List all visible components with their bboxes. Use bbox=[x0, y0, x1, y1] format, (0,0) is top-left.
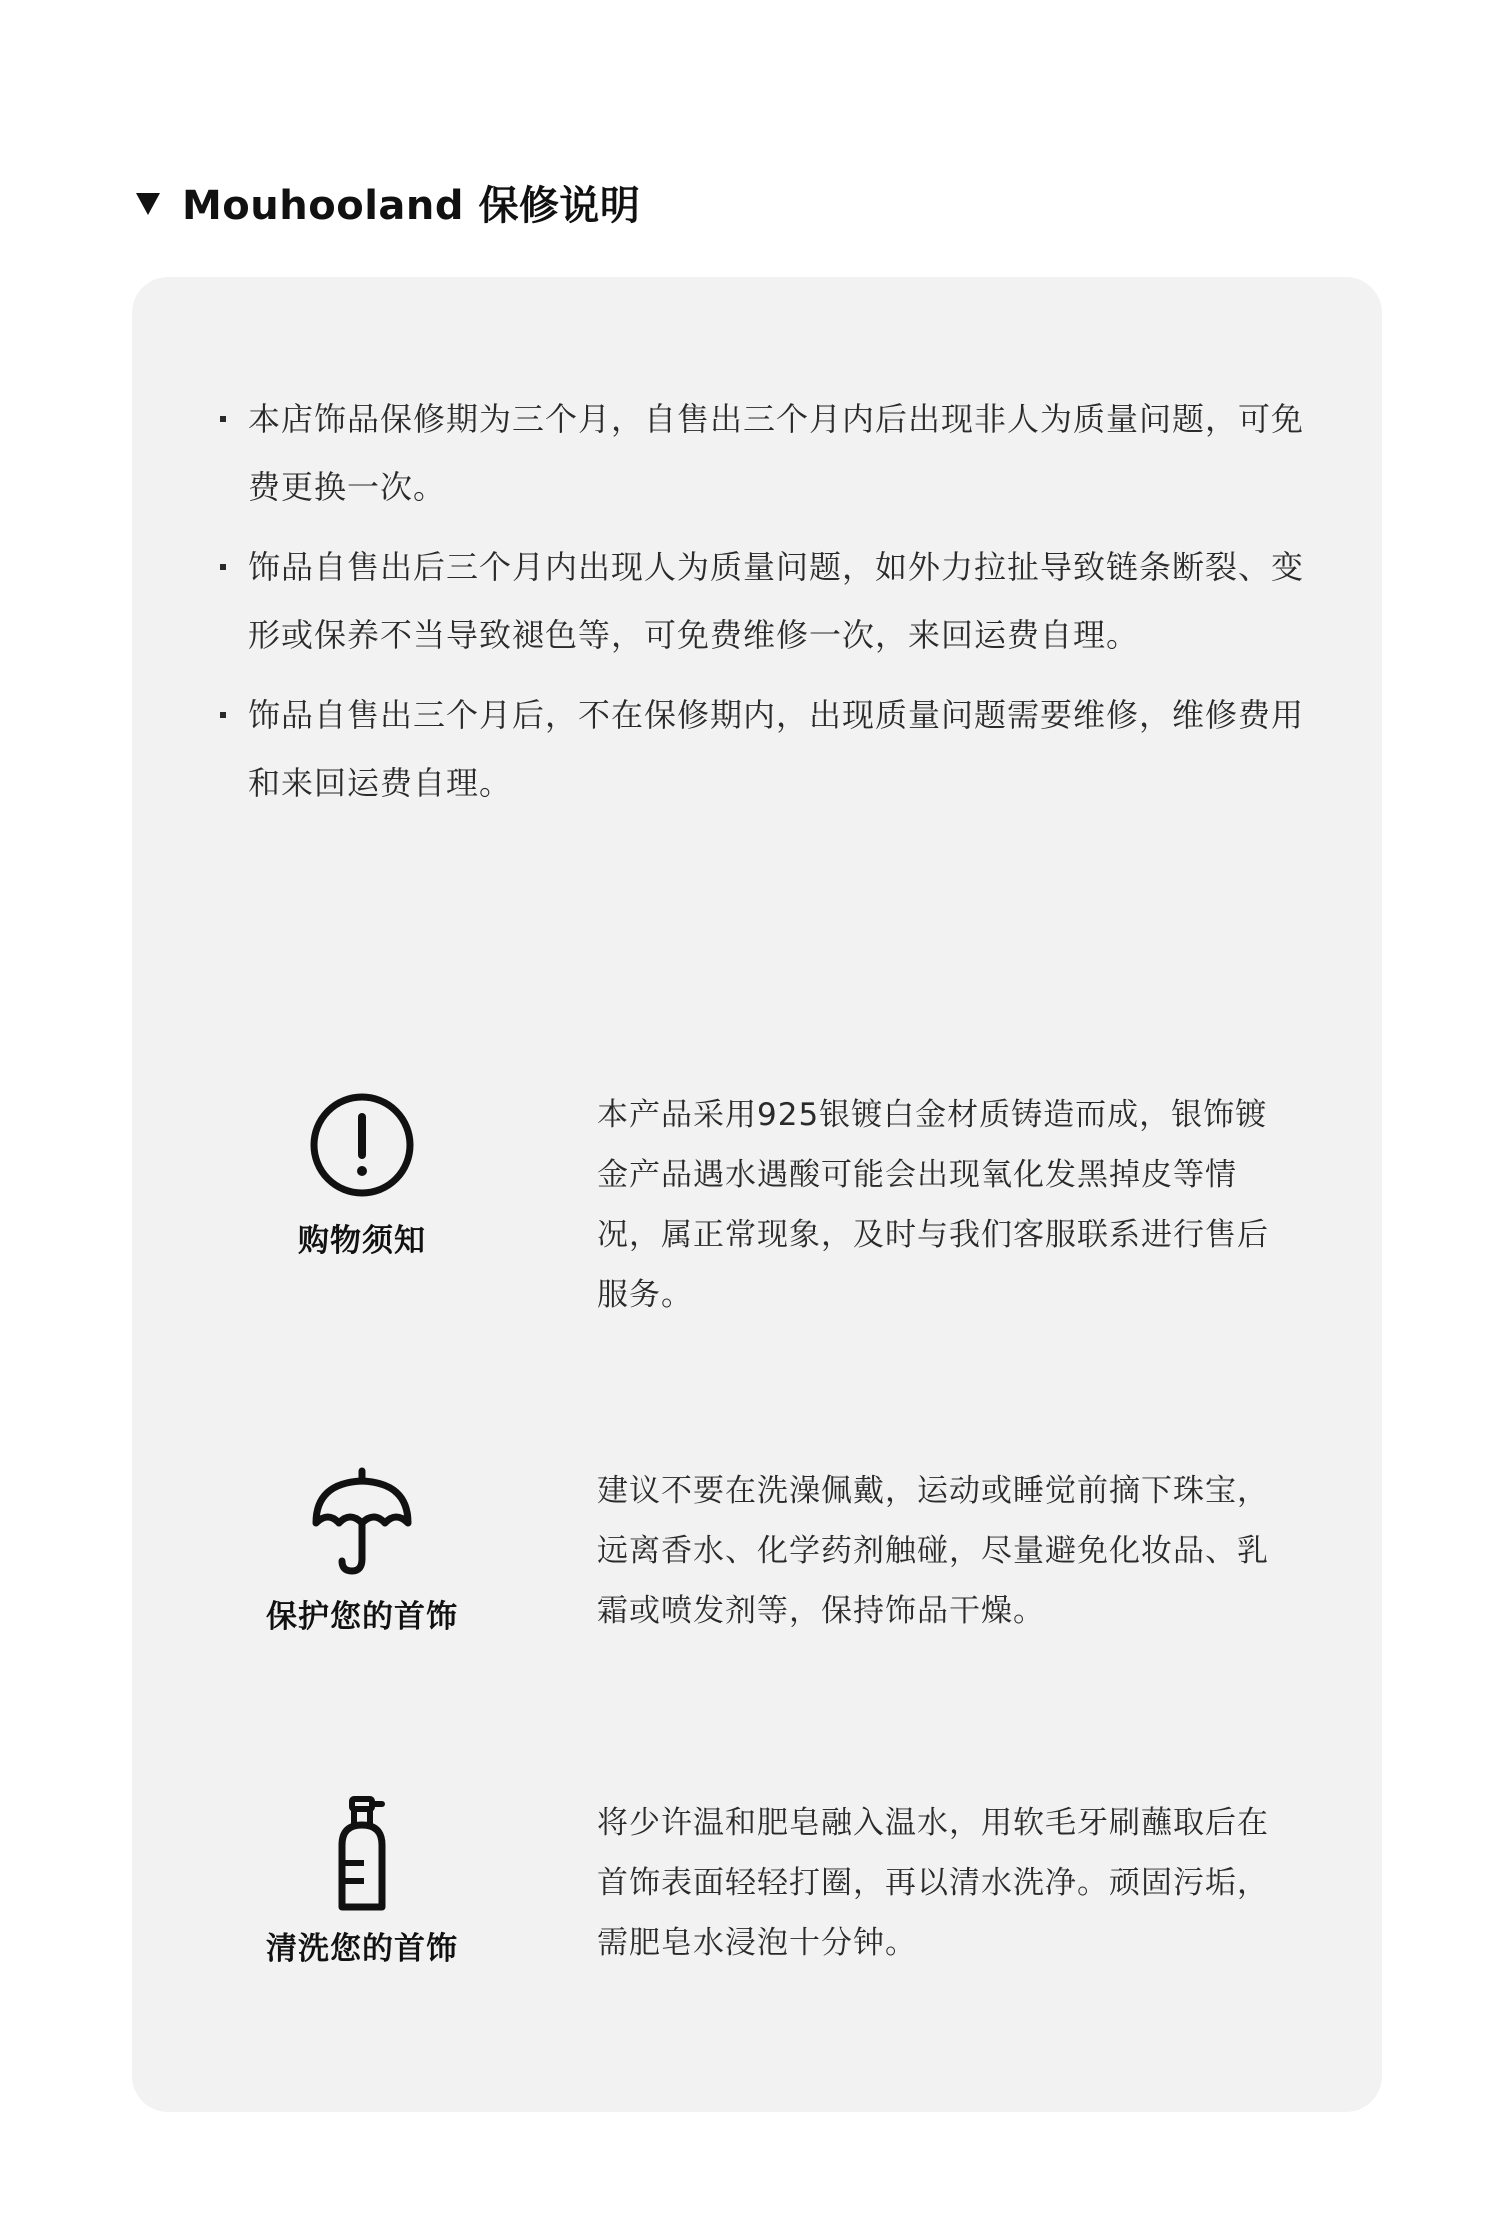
care-description: 将少许温和肥皂融入温水，用软毛牙刷蘸取后在首饰表面轻轻打圈，再以清水洗净。顽固污垢，需肥皂水浸泡十分钟。 bbox=[597, 1805, 1269, 1961]
bullet-icon bbox=[220, 564, 226, 570]
care-description: 建议不要在洗澡佩戴，运动或睡觉前摘下珠宝，远离香水、化学药剂触碰，尽量避免化妆品、乳霜或喷发剂等，保持饰品干燥。 bbox=[597, 1473, 1269, 1629]
bullet-icon bbox=[220, 416, 226, 422]
umbrella-icon bbox=[302, 1461, 422, 1581]
care-icon-block bbox=[212, 1461, 512, 1636]
care-icon-block bbox=[212, 1793, 512, 1968]
warranty-item bbox=[220, 681, 1320, 817]
bullet-icon bbox=[220, 712, 226, 718]
warranty-list bbox=[220, 385, 1320, 829]
warranty-item bbox=[220, 533, 1320, 669]
warranty-item-text: 本店饰品保修期为三个月，自售出三个月内后出现非人为质量问题，可免费更换一次。 bbox=[248, 400, 1305, 506]
care-label: 购物须知 bbox=[298, 1223, 426, 1259]
section-header[interactable] bbox=[136, 170, 640, 234]
care-icon-block bbox=[212, 1085, 512, 1260]
triangle-down-icon[interactable] bbox=[136, 193, 160, 215]
exclamation-circle-icon bbox=[302, 1085, 422, 1205]
care-description: 本产品采用925银镀白金材质铸造而成，银饰镀金产品遇水遇酸可能会出现氧化发黑掉皮等情况，属正常现象，及时与我们客服联系进行售后服务。 bbox=[597, 1097, 1269, 1313]
warranty-item-text: 饰品自售出后三个月内出现人为质量问题，如外力拉扯导致链条断裂、变形或保养不当导致褪色等，可免费维修一次，来回运费自理。 bbox=[248, 548, 1305, 654]
soap-bottle-icon bbox=[302, 1793, 422, 1913]
warranty-item bbox=[220, 385, 1320, 521]
care-label: 保护您的首饰 bbox=[266, 1599, 458, 1635]
section-title: Mouhooland 保修说明 bbox=[182, 182, 641, 229]
care-label: 清洗您的首饰 bbox=[266, 1931, 458, 1967]
warranty-card bbox=[132, 277, 1382, 2112]
warranty-item-text: 饰品自售出三个月后，不在保修期内，出现质量问题需要维修，维修费用和来回运费自理。 bbox=[248, 696, 1305, 802]
